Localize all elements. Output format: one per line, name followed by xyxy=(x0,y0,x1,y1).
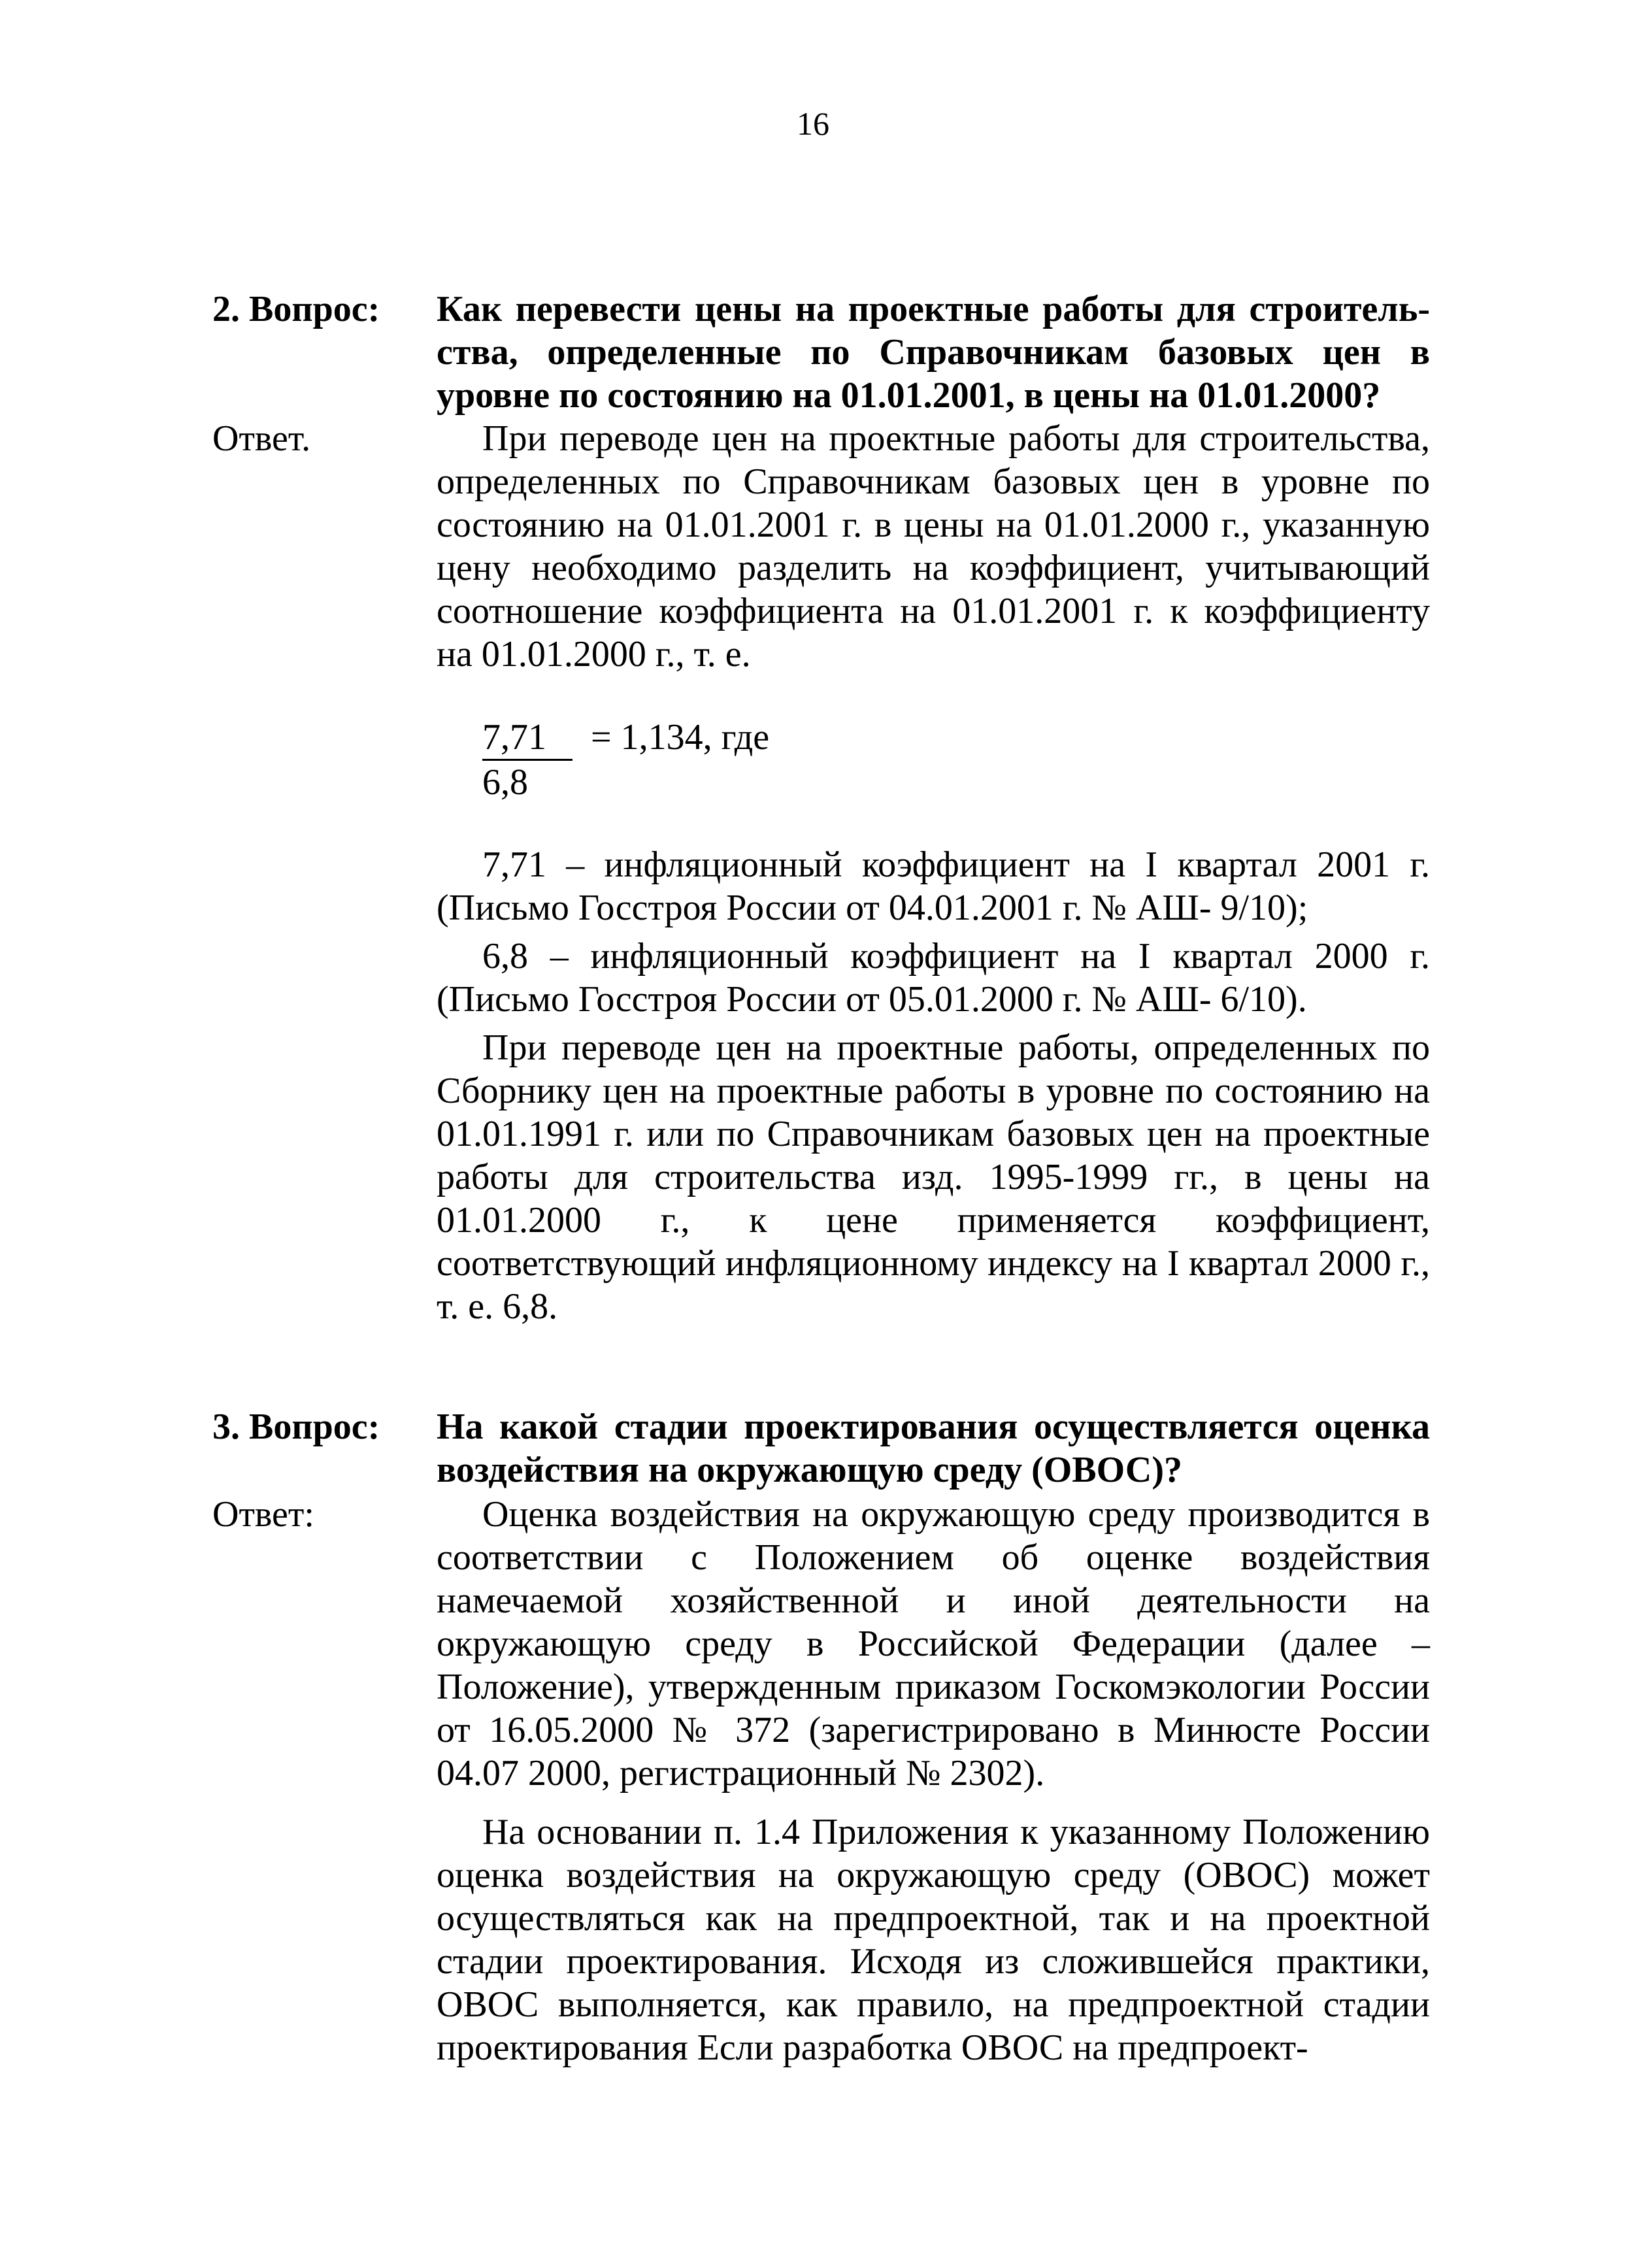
answer-2-definitions xyxy=(437,843,1430,1328)
answer-2-block xyxy=(437,417,1430,676)
page-number: 16 xyxy=(797,105,829,142)
coefficient-formula xyxy=(482,716,769,804)
formula-result: = 1,134, где xyxy=(591,717,770,758)
definition-6-8: 6,8 – инфляционный коэффициент на I квартал 2000 г. (Письмо Госстроя России от 05.01.2000 г. № АШ- 6/10). xyxy=(437,936,1430,1020)
question-3-label: 3. Вопрос: xyxy=(212,1407,380,1447)
answer-2-paragraph-2: При переводе цен на проектные работы, определенных по Сборнику цен на проектные работы в уровне по состоянию на 01.01.1991 г. или по Справочникам базовых цен на проектные работы для строительства изд. 1995-1999 гг., в цены на 01.01.2000 г., к цене применяется коэффициент, соответствующий инфляционному индексу на I квартал 2000 г., т. е. 6,8. xyxy=(437,1027,1430,1327)
question-2-line-2: ства, определенные по Справочникам базовых цен в xyxy=(437,332,1430,373)
answer-2-paragraph-1: При переводе цен на проектные работы для строительства, определенных по Справочникам базовых цен в уровне по состоянию на 01.01.2001 г. в цены на 01.01.2000 г., указанную цену необходимо разделить на коэффициент, учитывающий соотношение коэффициента на 01.01.2001 г. к коэффициенту на 01.01.2000 г., т. е. xyxy=(437,418,1430,675)
question-2-text xyxy=(437,288,1430,417)
question-2-label: 2. Вопрос: xyxy=(212,289,380,329)
question-3-text xyxy=(437,1405,1430,1492)
formula-numerator: 7,71 xyxy=(482,716,572,761)
question-2-line-3: уровне по состоянию на 01.01.2001, в цены на 01.01.2000? xyxy=(437,375,1381,416)
answer-3-paragraph-1: Оценка воздействия на окружающую среду производится в соответствии с Положением об оценке воздействия намечаемой хозяйственной и иной деятельности на окружающую среду в Российской Федерации (далее – Положение), утвержденным приказом Госкомэкологии России от 16.05.2000 № 372 (зарегистрировано в Минюсте России 04.07 2000, регистрационный № 2302). xyxy=(437,1494,1430,1793)
formula-denominator: 6,8 xyxy=(482,762,528,803)
definition-7-71: 7,71 – инфляционный коэффициент на I квартал 2001 г. (Письмо Госстроя России от 04.01.2001 г. № АШ- 9/10); xyxy=(437,844,1430,928)
question-3-line-2: воздействия на окружающую среду (ОВОС)? xyxy=(437,1450,1182,1490)
question-2-line-1: Как перевести цены на проектные работы для строитель- xyxy=(437,289,1430,329)
answer-2-label: Ответ. xyxy=(212,418,311,459)
formula-fraction xyxy=(482,716,572,804)
answer-3-paragraph-2: На основании п. 1.4 Приложения к указанному Положению оценка воздействия на окружающую среду (ОВОС) может осуществляться как на предпроектной, так и на проектной стадии проектирования. Исходя из сложившейся практики, ОВОС выполняется, как правило, на предпроектной стадии проектирования Если разработка ОВОС на предпроект- xyxy=(437,1812,1430,2068)
answer-3-block xyxy=(437,1493,1430,2069)
question-3-line-1: На какой стадии проектирования осуществляется оценка xyxy=(437,1407,1430,1447)
answer-3-label: Ответ: xyxy=(212,1494,314,1535)
